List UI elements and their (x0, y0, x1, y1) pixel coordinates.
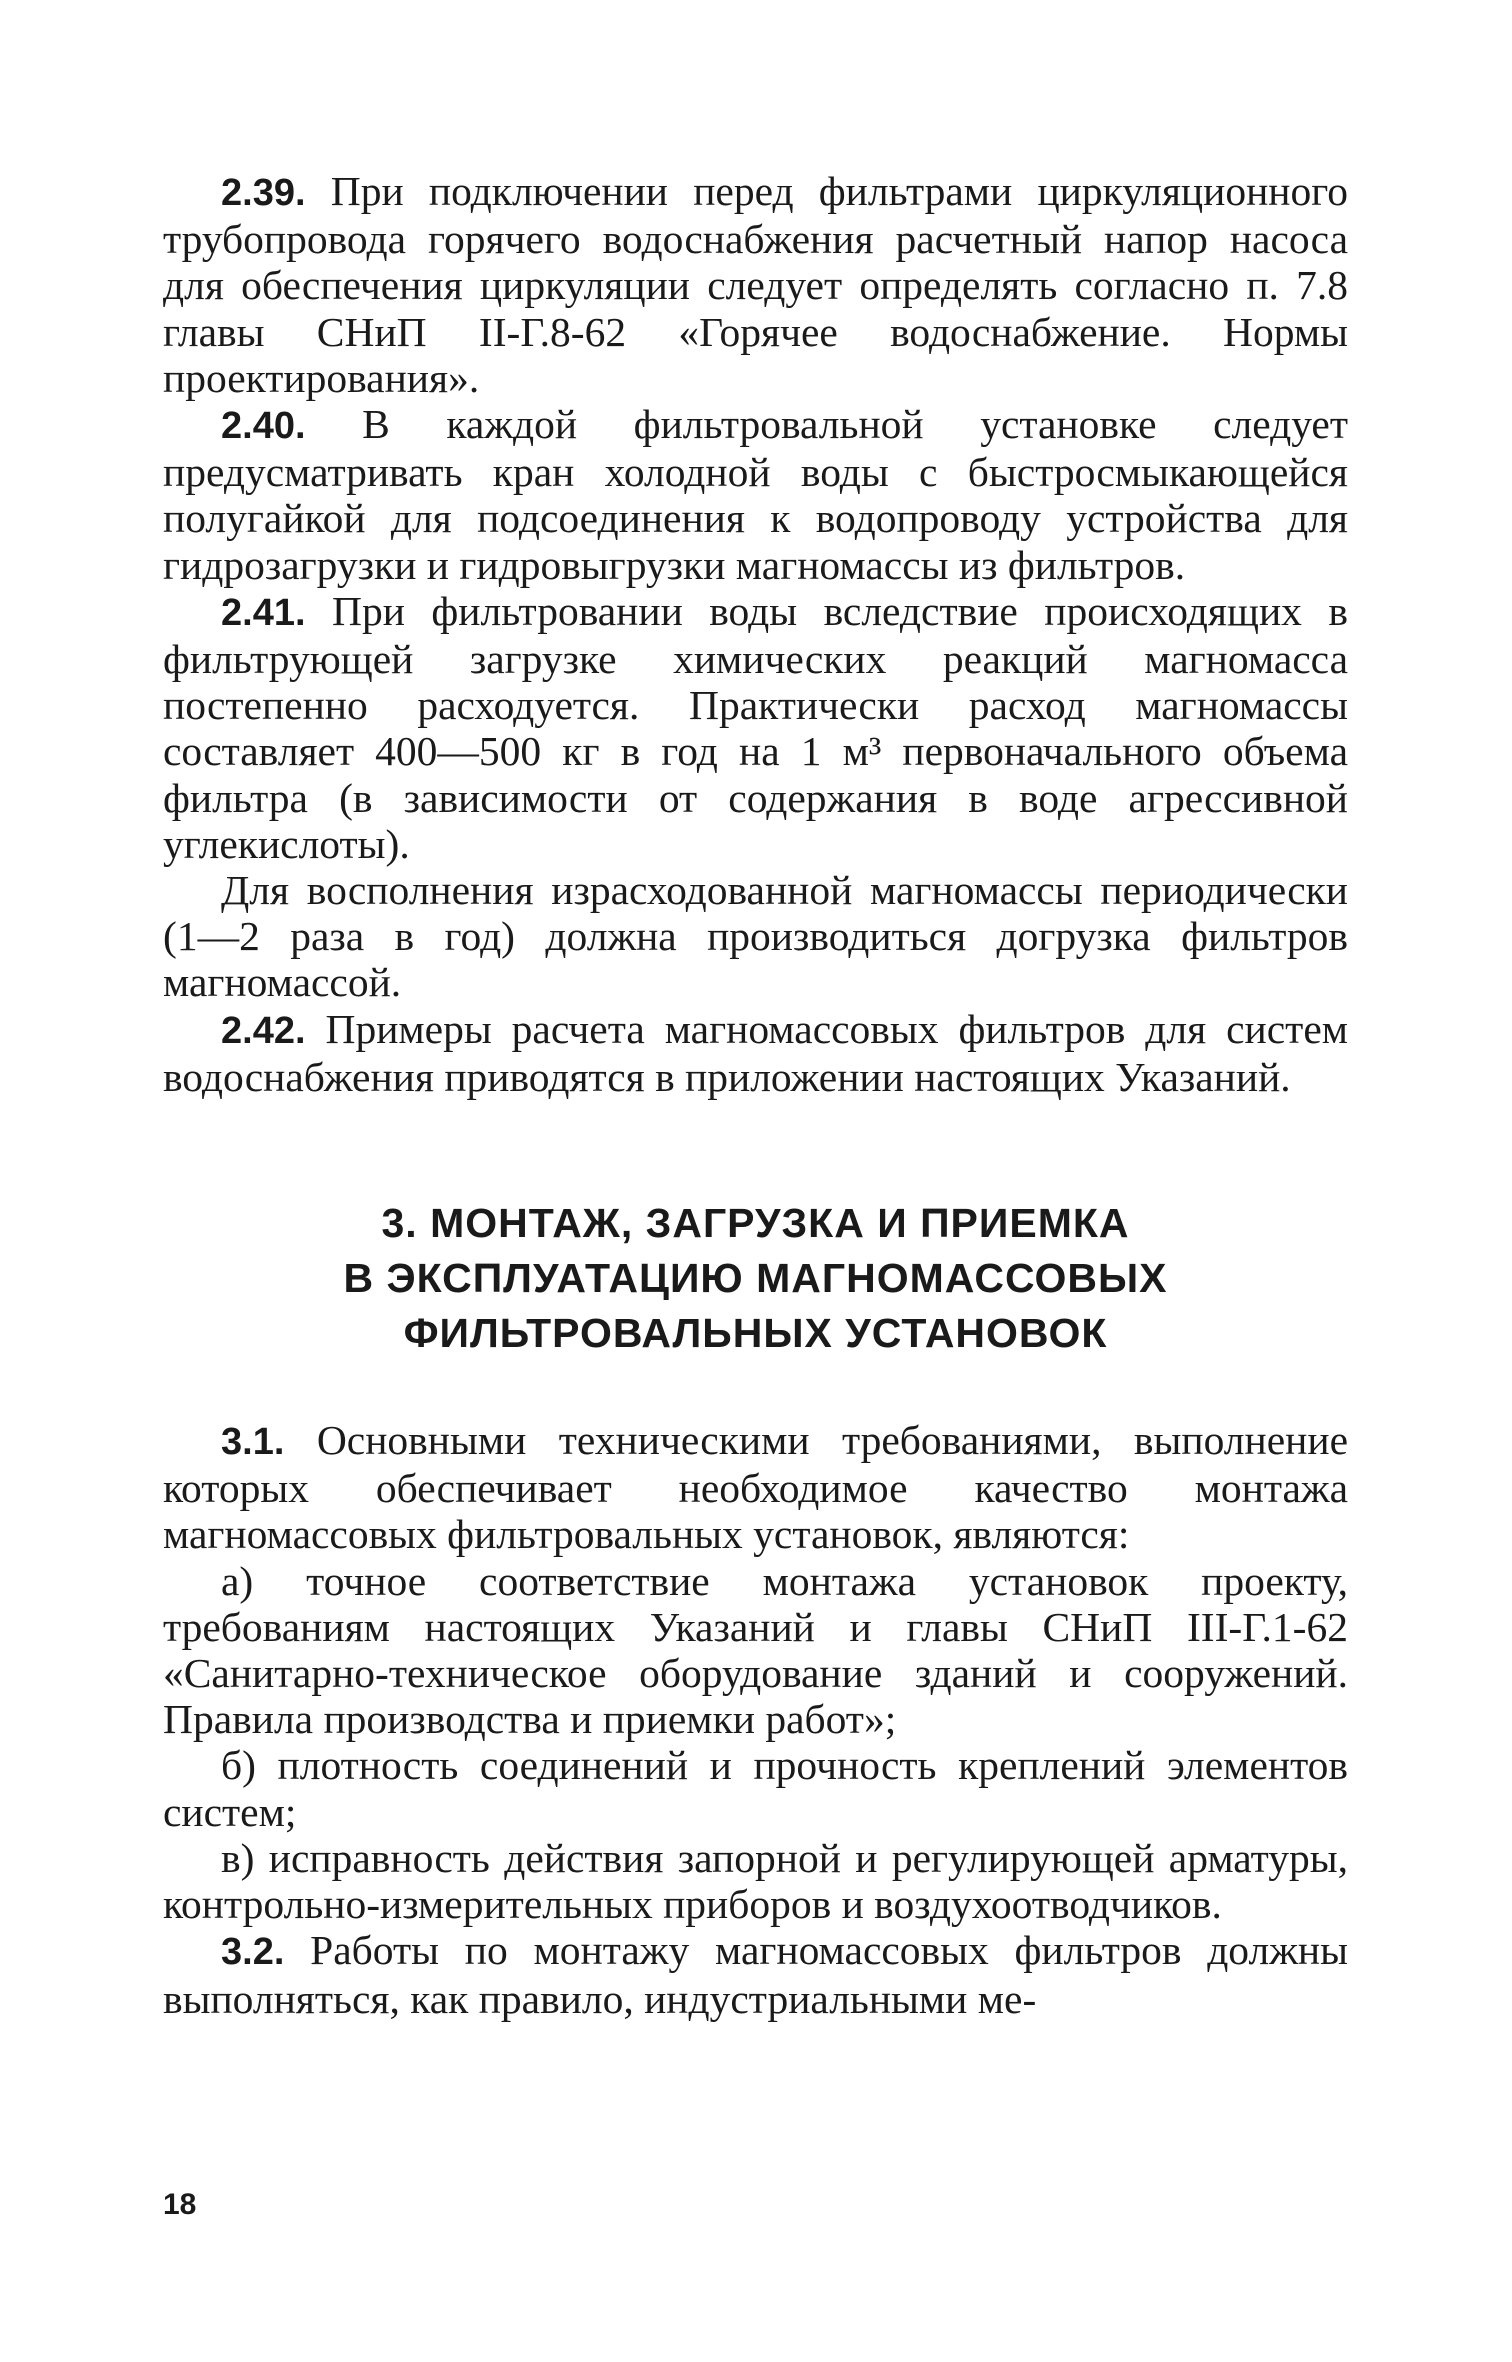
clause-number: 3.1. (221, 1421, 285, 1464)
paragraph-text: В каждой фильтровальной установке следует предусматривать кран холодной воды с быстросмыкающейся полугайкой для подсоединения к водопроводу устройства для гидрозагрузки и гидровыгрузки магномассы из фильтров. (163, 401, 1348, 588)
paragraph-text: Работы по монтажу магномассовых фильтров должны выполняться, как правило, индустриальными ме- (163, 1927, 1348, 2022)
paragraph-text: Основными техническими требованиями, выполнение которых обеспечивает необходимое качество монтажа магномассовых фильтровальных установок, являются: (163, 1417, 1348, 1558)
list-item-a: а) точное соответствие монтажа установок проекту, требованиям настоящих Указаний и главы СНиП III-Г.1-62 «Санитарно-техническое оборудование зданий и сооружений. Правила производства и приемки работ»; (163, 1557, 1348, 1743)
paragraph-3-2 (163, 1927, 1348, 2021)
paragraph-text: При подключении перед фильтрами циркуляционного трубопровода горячего водоснабжения расчетный напор насоса для обеспечения циркуляции следует определять согласно п. 7.8 главы СНиП II-Г.8-62 «Горячее водоснабжение. Нормы проектирования». (163, 168, 1348, 401)
section-3-heading (163, 1196, 1348, 1361)
paragraph-3-1 (163, 1417, 1348, 1558)
heading-line: В ЭКСПЛУАТАЦИЮ МАГНОМАССОВЫХ (343, 1255, 1168, 1302)
paragraph-2-41 (163, 588, 1348, 867)
clause-number: 2.39. (221, 172, 306, 214)
text-column (163, 168, 1348, 2022)
heading-line: 3. МОНТАЖ, ЗАГРУЗКА И ПРИЕМКА (381, 1200, 1130, 1247)
page-number: 18 (163, 2188, 197, 2221)
paragraph-text: Примеры расчета магномассовых фильтров для систем водоснабжения приводятся в приложении настоящих Указаний. (163, 1005, 1348, 1100)
heading-line: ФИЛЬТРОВАЛЬНЫХ УСТАНОВОК (403, 1310, 1108, 1357)
clause-number: 2.40. (221, 405, 306, 448)
clause-number: 2.41. (221, 591, 306, 634)
paragraph-2-40 (163, 401, 1348, 588)
paragraph-2-41-continued (163, 867, 1348, 1006)
list-item-b: б) плотность соединений и прочность креплений элементов систем; (163, 1742, 1348, 1835)
paragraph-2-39 (163, 168, 1348, 401)
clause-number: 3.2. (221, 1931, 285, 1974)
paragraph-2-42 (163, 1006, 1348, 1100)
paragraph-text: Для восполнения израсходованной магномассы периодически (1—2 раза в год) должна производиться догрузка фильтров магномассой. (163, 867, 1348, 1006)
list-item-c: в) исправность действия запорной и регулирующей арматуры, контрольно-измерительных приборов и воздухоотводчиков. (163, 1834, 1348, 1928)
clause-number: 2.42. (221, 1009, 306, 1052)
paragraph-text: При фильтровании воды вследствие происходящих в фильтрующей загрузке химических реакций магномасса постепенно расходуется. Практически расход магномассы составляет 400—500 кг в год на 1 м³ первоначального объема фильтра (в зависимости от содержания в воде агрессивной углекислоты). (163, 587, 1348, 867)
